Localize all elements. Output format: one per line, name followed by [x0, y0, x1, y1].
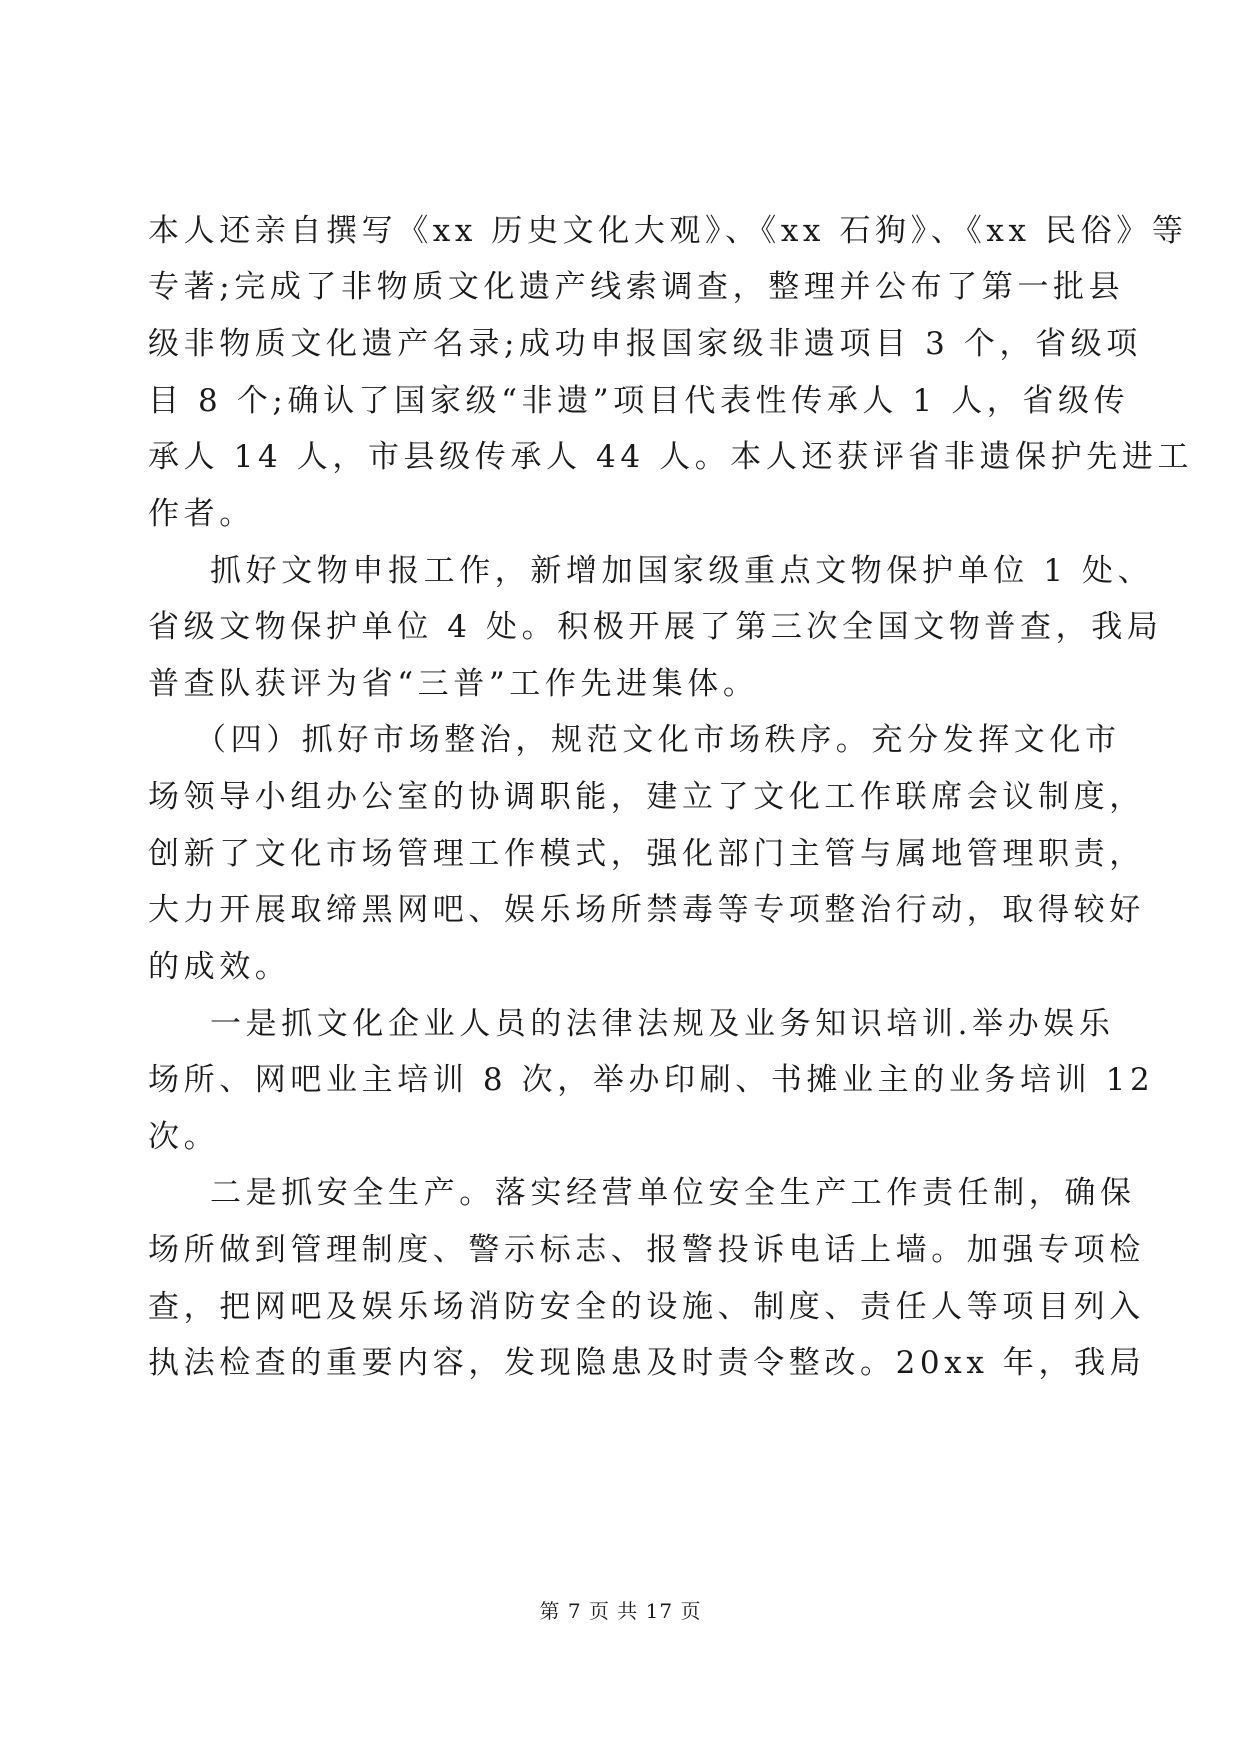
text-line-11: 场领导小组办公室的协调职能，建立了文化工作联席会议制度，	[148, 779, 1145, 815]
text-line-9: 普查队获评为省“三普”工作先进集体。	[148, 666, 759, 702]
text-line-18: 二是抓安全生产。落实经营单位安全生产工作责任制，确保	[210, 1175, 1136, 1211]
text-line-7: 抓好文物申报工作，新增加国家级重点文物保护单位 1 处、	[210, 553, 1154, 589]
text-line-15: 一是抓文化企业人员的法律法规及业务知识培训.举办娱乐	[210, 1006, 1115, 1042]
page-number-footer: 第 7 页 共 17 页	[539, 1599, 702, 1623]
text-line-19: 场所做到管理制度、警示标志、报警投诉电话上墙。加强专项检	[148, 1232, 1145, 1268]
text-line-1: 本人还亲自撰写《xx 历史文化大观》、《xx 石狗》、《xx 民俗》等	[148, 213, 1188, 249]
text-line-6: 作者。	[148, 496, 255, 532]
text-line-21: 执法检查的重要内容，发现隐患及时责令整改。20xx 年，我局	[148, 1345, 1146, 1381]
text-line-2: 专著;完成了非物质文化遗产线索调查，整理并公布了第一批县	[148, 269, 1125, 305]
text-line-8: 省级文物保护单位 4 处。积极开展了第三次全国文物普查，我局	[148, 609, 1163, 645]
section-heading-line: （四）抓好市场整治，规范文化市场秩序。充分发挥文化市	[195, 722, 1121, 758]
text-line-12: 创新了文化市场管理工作模式，强化部门主管与属地管理职责，	[148, 836, 1145, 872]
text-line-5: 承人 14 人，市县级传承人 44 人。本人还获评省非遗保护先进工	[148, 439, 1194, 475]
text-line-13: 大力开展取缔黑网吧、娱乐场所禁毒等专项整治行动，取得较好	[148, 892, 1145, 928]
text-line-16: 场所、网吧业主培训 8 次，举办印刷、书摊业主的业务培训 12	[148, 1062, 1155, 1098]
text-line-20: 查，把网吧及娱乐场消防安全的设施、制度、责任人等项目列入	[148, 1289, 1145, 1325]
text-line-17: 次。	[148, 1119, 220, 1155]
text-line-3: 级非物质文化遗产名录;成功申报国家级非遗项目 3 个，省级项	[148, 326, 1142, 362]
text-line-14: 的成效。	[148, 949, 291, 985]
text-line-4: 目 8 个;确认了国家级“非遗”项目代表性传承人 1 人，省级传	[148, 383, 1130, 419]
